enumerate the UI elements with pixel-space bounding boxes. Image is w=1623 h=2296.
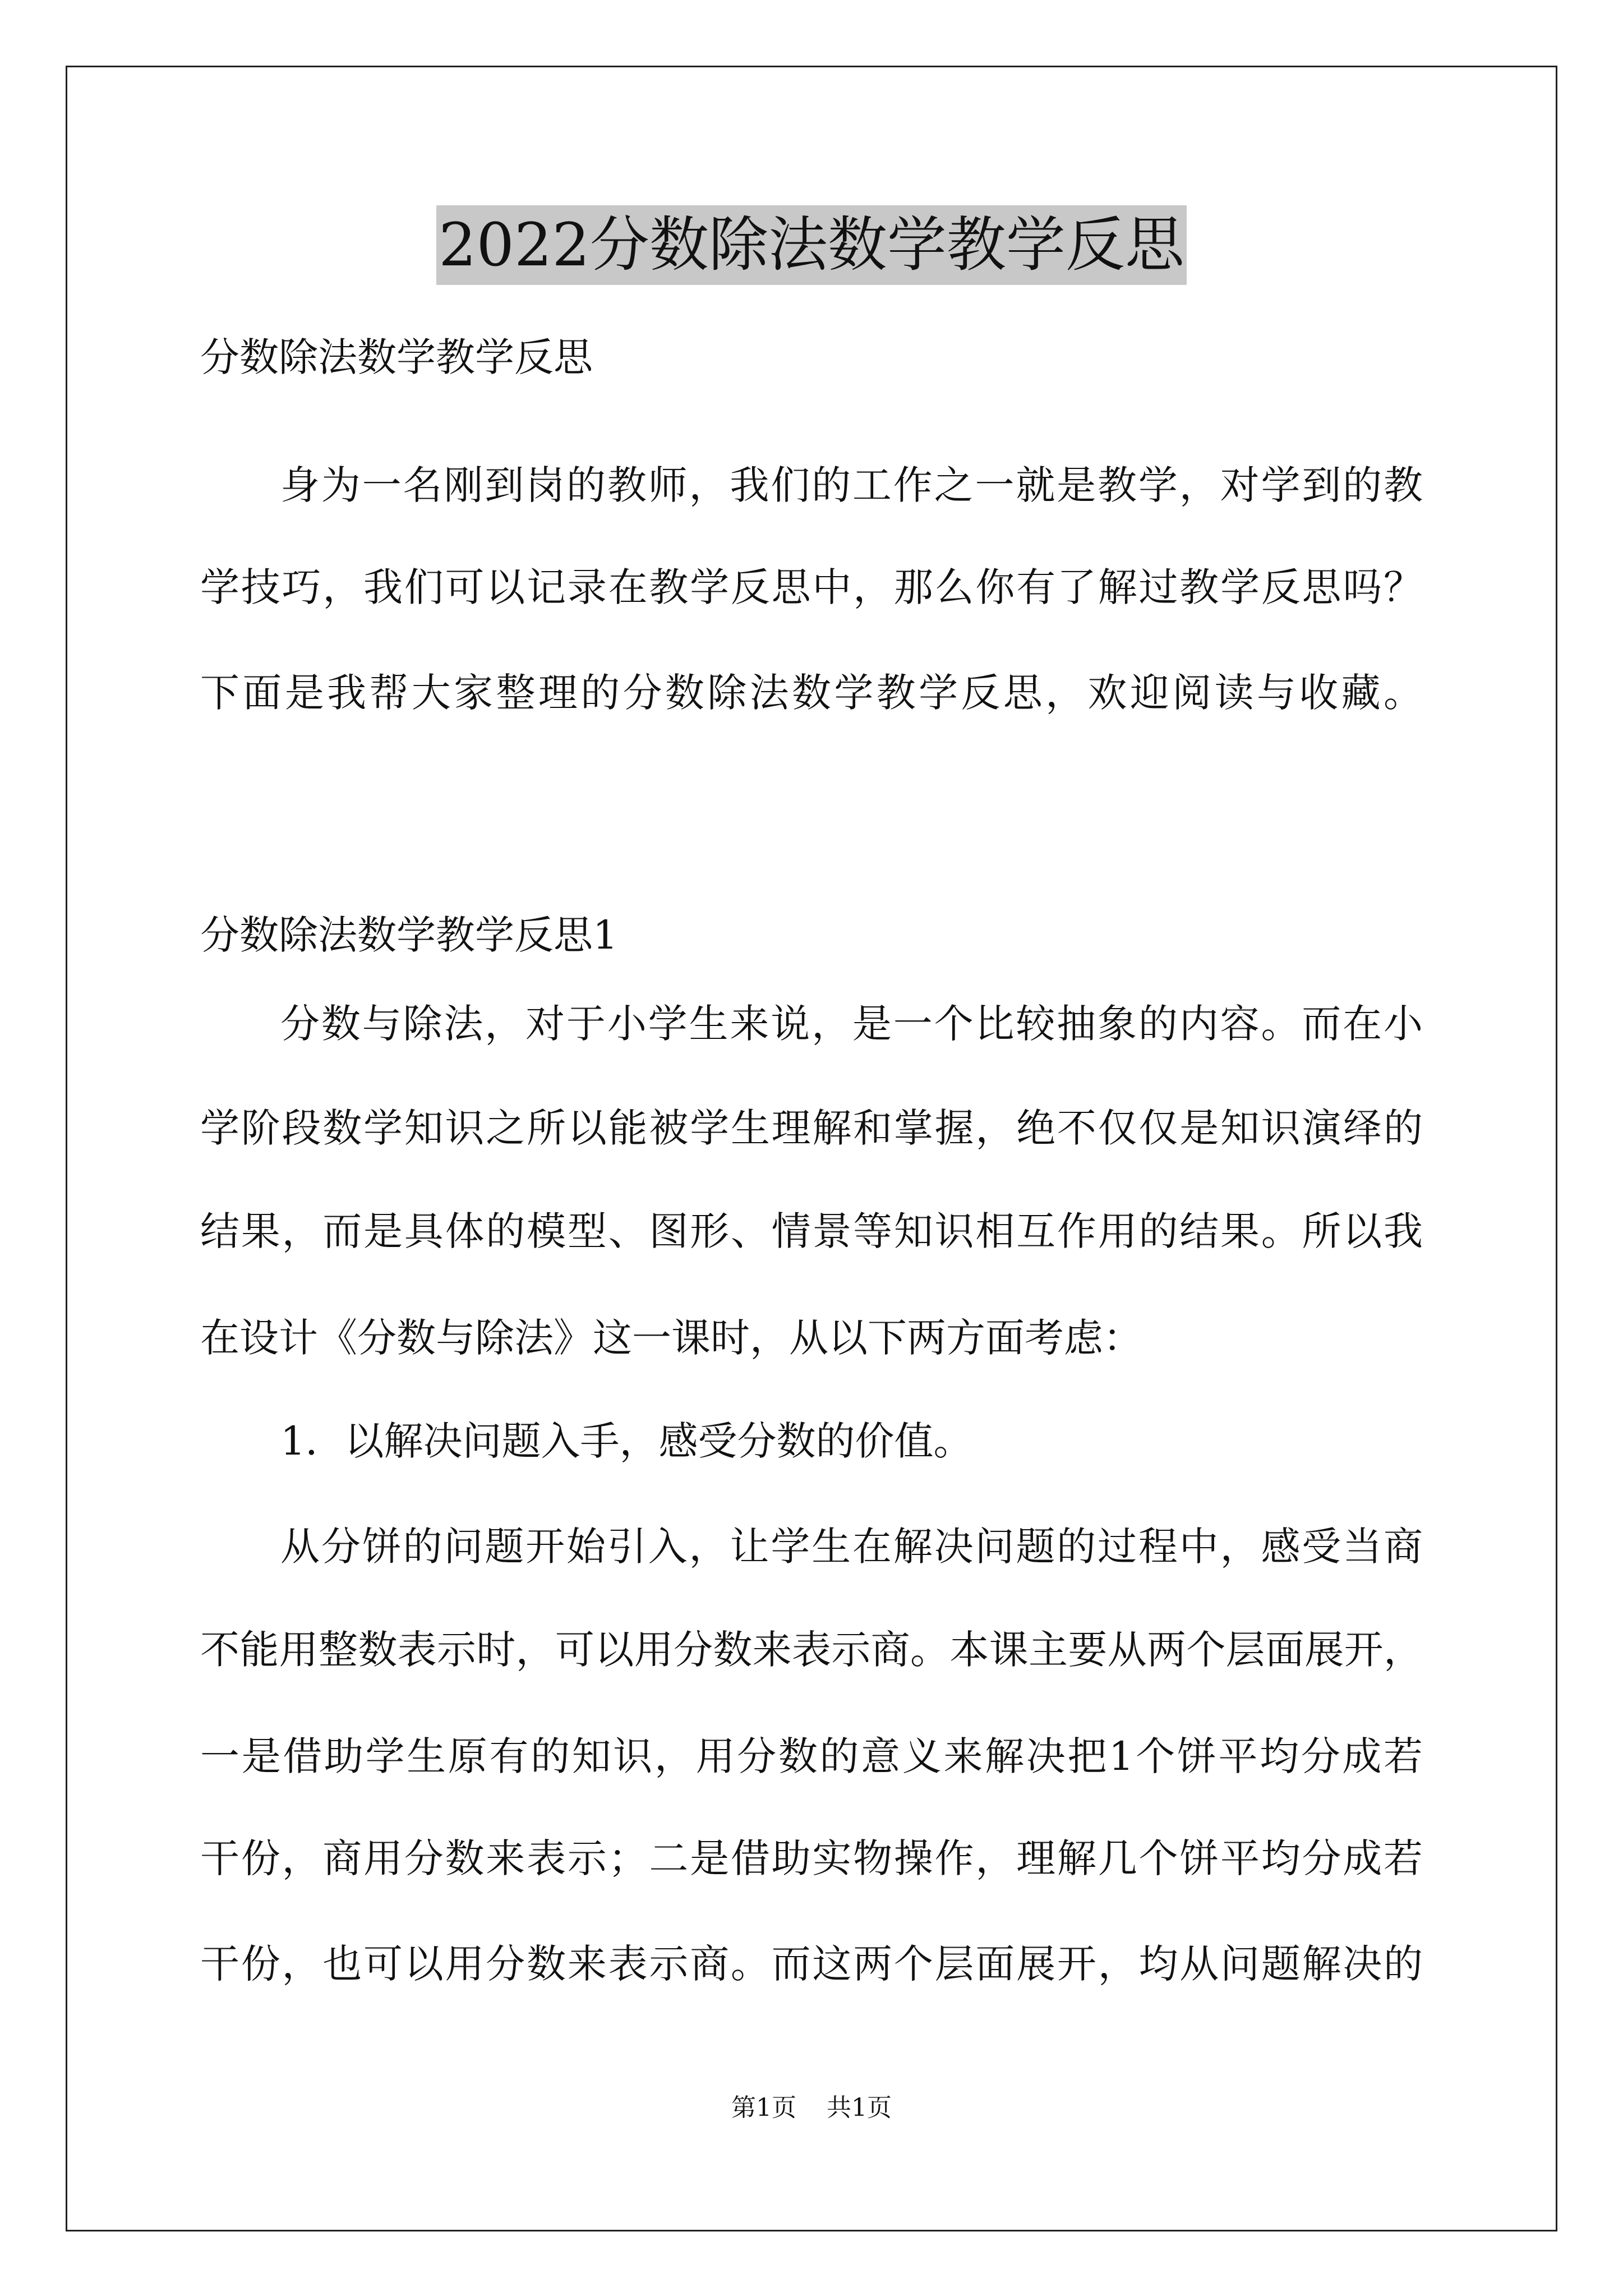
paragraph-line: 结果，而是具体的模型、图形、情景等知识相互作用的结果。所以我 (200, 1208, 1423, 1254)
section-heading: 分数除法数学教学反思1 (200, 912, 618, 958)
paragraph-line: 从分饼的问题开始引入，让学生在解决问题的过程中，感受当商 (280, 1524, 1423, 1570)
page-total: 共1页 (827, 2093, 892, 2122)
paragraph-line: 下面是我帮大家整理的分数除法数学教学反思，欢迎阅读与收藏。 (200, 670, 1423, 716)
paragraph-line: 一是借助学生原有的知识，用分数的意义来解决把1个饼平均分成若 (200, 1733, 1423, 1779)
paragraph-line: 学技巧，我们可以记录在教学反思中，那么你有了解过教学反思吗？ (200, 564, 1423, 610)
paragraph-line: 学阶段数学知识之所以能被学生理解和掌握，绝不仅仅是知识演绎的 (200, 1105, 1423, 1151)
intro-heading: 分数除法数学教学反思 (200, 334, 593, 380)
paragraph-line: 干份，商用分数来表示；二是借助实物操作，理解几个饼平均分成若 (200, 1835, 1423, 1881)
document-title: 2022分数除法数学教学反思 (436, 205, 1187, 285)
numbered-point: 1．以解决问题入手，感受分数的价值。 (280, 1418, 973, 1464)
paragraph-line: 分数与除法，对于小学生来说，是一个比较抽象的内容。而在小 (280, 1001, 1423, 1047)
paragraph-line: 不能用整数表示时，可以用分数来表示商。本课主要从两个层面展开， (200, 1627, 1423, 1673)
page-footer (0, 2092, 1623, 2124)
paragraph-line: 干份，也可以用分数来表示商。而这两个层面展开，均从问题解决的 (200, 1941, 1423, 1987)
title-container (0, 205, 1623, 285)
page-number: 第1页 (731, 2093, 796, 2122)
paragraph-line: 身为一名刚到岗的教师，我们的工作之一就是教学，对学到的教 (280, 462, 1423, 508)
paragraph-line: 在设计《分数与除法》这一课时，从以下两方面考虑： (200, 1315, 1142, 1361)
